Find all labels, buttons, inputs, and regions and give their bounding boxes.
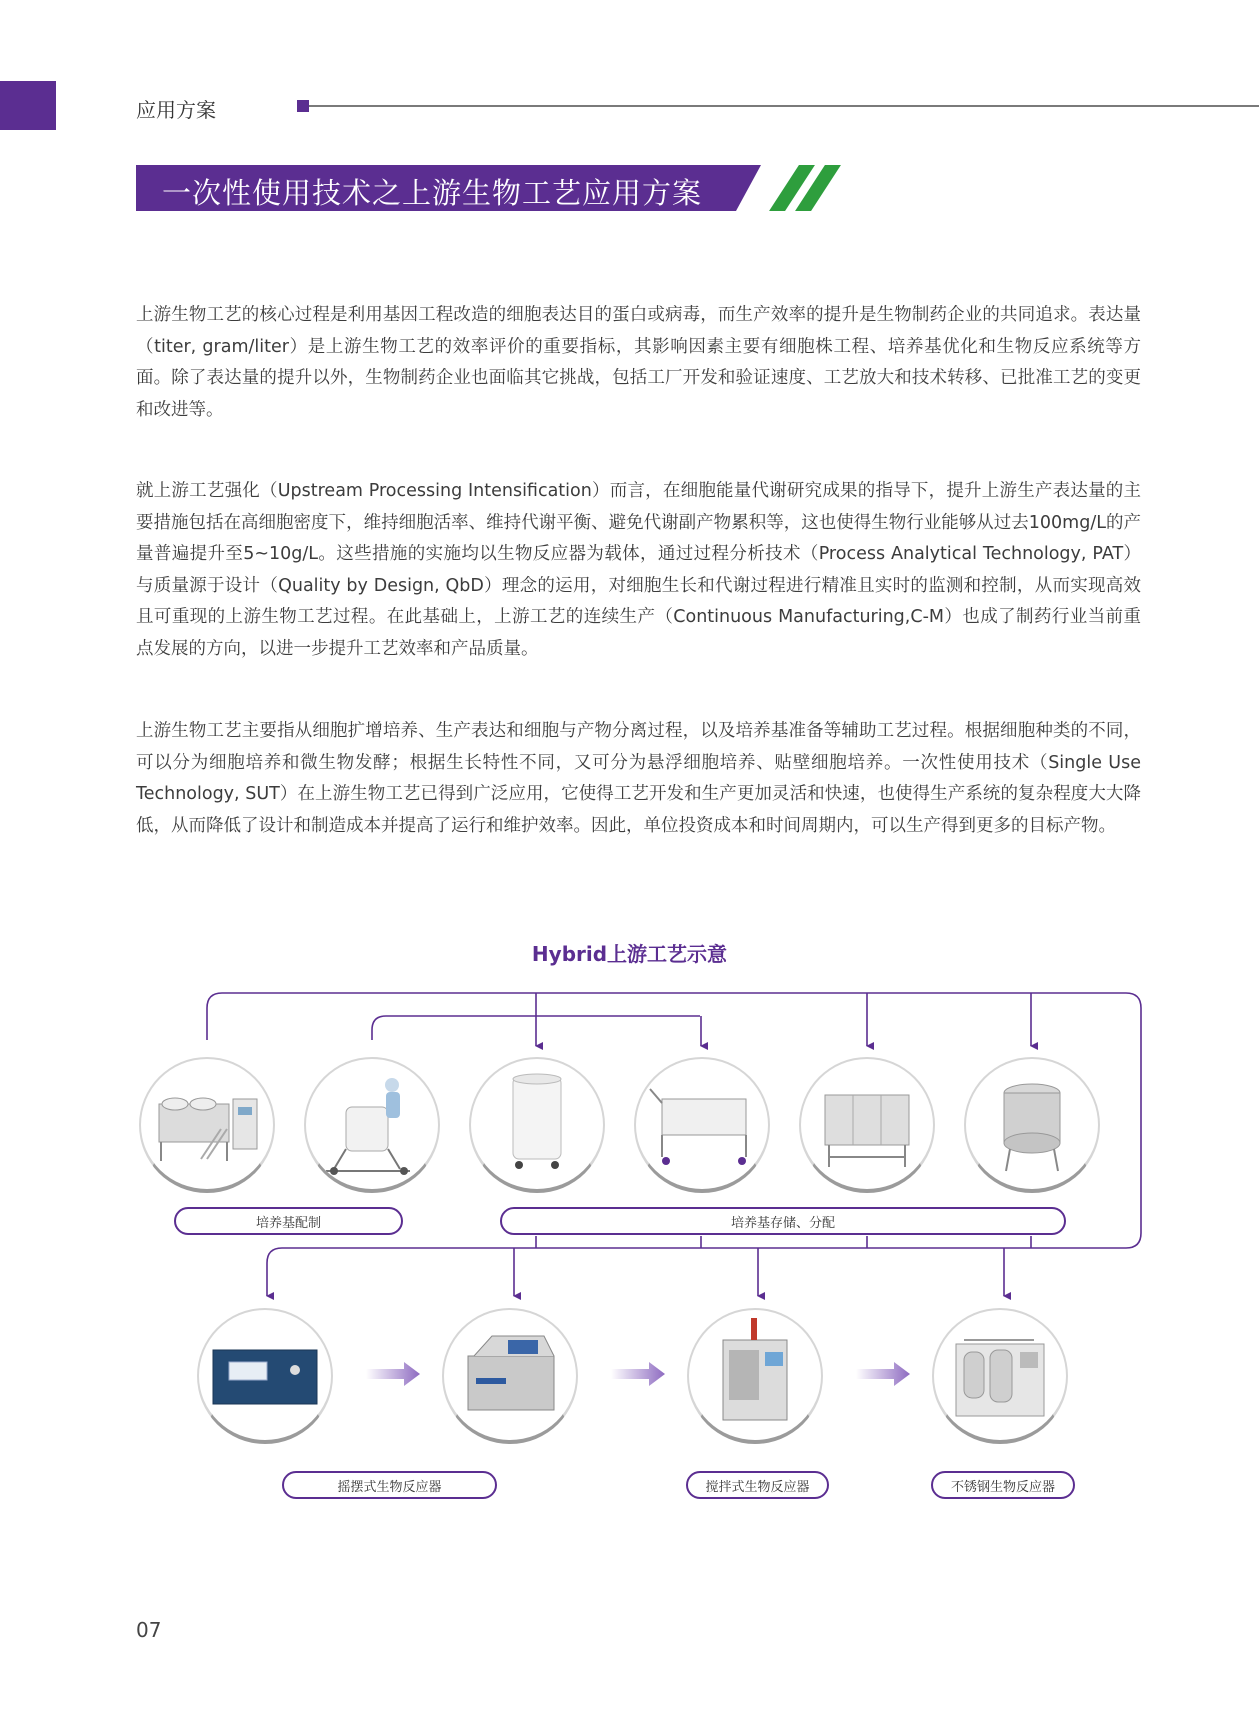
tote-cart-icon — [636, 1059, 768, 1191]
equipment-stirred-bioreactor — [687, 1308, 823, 1444]
label-stirred-bioreactor: 搅拌式生物反应器 — [686, 1471, 829, 1499]
rocking-bioreactor-icon — [444, 1310, 576, 1442]
arrow-right-icon — [366, 1362, 420, 1386]
stainless-bioreactor-icon — [934, 1310, 1066, 1442]
label-rocking-bioreactor: 摇摆式生物反应器 — [282, 1471, 497, 1499]
storage-drum-icon — [471, 1059, 603, 1191]
equipment-rocking-incubator — [197, 1308, 333, 1444]
diagram-title: Hybrid上游工艺示意 — [531, 942, 728, 966]
paragraph-3: 上游生物工艺主要指从细胞扩增培养、生产表达和细胞与产物分离过程，以及培养基准备等辅助工艺过程。根据细胞种类的不同，可以分为细胞培养和微生物发酵；根据生长特性不同，又可分为悬浮细胞培养、贴壁细胞培养。一次性使用技术（Single Use Technology, SUT）在上游生物工艺已得到广泛应用，它使得工艺开发和生产更加灵活和快速，也使得生产系统的复杂程度大大降低，从而降低了设计和制造成本并提高了运行和维护效率。因此，单位投资成本和时间周期内，可以生产得到更多的目标产物。 — [136, 721, 1141, 836]
storage-cabinet-icon — [801, 1059, 933, 1191]
stirred-bioreactor-icon — [689, 1310, 821, 1442]
arrow-right-icon — [856, 1362, 910, 1386]
paragraph-2: 就上游工艺强化（Upstream Processing Intensification）而言，在细胞能量代谢研究成果的指导下，提升上游生产表达量的主要措施包括在高细胞密度下，维持细胞活率、维持代谢平衡、避免代谢副产物累积等，这也使得生物行业能够从过去100mg/L的产量普遍提升至5~10g/L。这些措施的实施均以生物反应器为载体，通过过程分析技术（Process Analytical Technology, PAT）与质量源于设计（Quality by Design, QbD）理念的运用，对细胞生长和代谢过程进行精准且实时的监测和控制，从而实现高效且可重现的上游生物工艺过程。在此基础上，上游工艺的连续生产（Continuous Manufacturing,C-M）也成了制药行业当前重点发展的方向，以进一步提升工艺效率和产品质量。 — [136, 481, 1141, 659]
stainless-tank-icon — [966, 1059, 1098, 1191]
page-title: 一次性使用技术之上游生物工艺应用方案 — [162, 176, 703, 210]
media-prep-skid-icon — [141, 1059, 273, 1191]
rocking-incubator-icon — [199, 1310, 331, 1442]
page-number: 07 — [136, 1618, 162, 1642]
label-media-prep: 培养基配制 — [174, 1207, 403, 1235]
section-label: 应用方案 — [136, 98, 216, 122]
label-stainless-bioreactor: 不锈钢生物反应器 — [931, 1471, 1075, 1499]
equipment-single-use-mixer — [304, 1057, 440, 1193]
equipment-storage-drum — [469, 1057, 605, 1193]
equipment-stainless-bioreactor — [932, 1308, 1068, 1444]
paragraph-1: 上游生物工艺的核心过程是利用基因工程改造的细胞表达目的蛋白或病毒，而生产效率的提升是生物制药企业的共同追求。表达量（titer, gram/liter）是上游生物工艺的效率评价的重要指标，其影响因素主要有细胞株工程、培养基优化和生物反应系统等方面。除了表达量的提升以外，生物制药企业也面临其它挑战，包括工厂开发和验证速度、工艺放大和技术转移、已批准工艺的变更和改进等。 — [136, 305, 1141, 420]
equipment-rocking-bioreactor — [442, 1308, 578, 1444]
single-use-mixer-icon — [306, 1059, 438, 1191]
equipment-stainless-tank — [964, 1057, 1100, 1193]
equipment-storage-cabinet — [799, 1057, 935, 1193]
arrow-right-icon — [611, 1362, 665, 1386]
label-media-storage: 培养基存储、分配 — [500, 1207, 1066, 1235]
equipment-tote-cart — [634, 1057, 770, 1193]
equipment-media-prep-skid — [139, 1057, 275, 1193]
